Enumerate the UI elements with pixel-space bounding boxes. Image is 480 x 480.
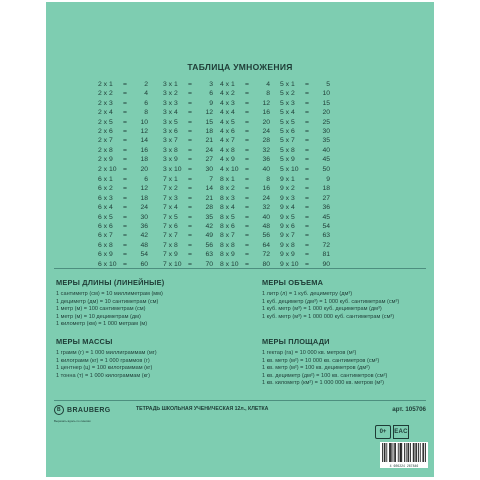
multiplication-row: 3 x 1 = 3 bbox=[163, 81, 213, 88]
age-rating: 0+ bbox=[375, 425, 391, 439]
multiplication-row: 5 x 2 = 10 bbox=[280, 90, 330, 98]
measure-line: 1 грамм (г) = 1 000 миллиграммам (мг) bbox=[56, 350, 157, 356]
measure-line: 1 кв. метр (м²) = 100 кв. дециметров (дм²) bbox=[262, 365, 370, 372]
multiplication-row: 4 x 6 = 24 bbox=[220, 128, 270, 136]
multiplication-row: 7 x 8 = 56 bbox=[163, 241, 213, 249]
divider bbox=[54, 268, 426, 269]
notebook-cover bbox=[46, 2, 434, 477]
measure-line: 1 куб. метр (м³) = 1 000 куб. дециметрам (дм³) bbox=[262, 306, 382, 313]
multiplication-row: 2 x 2 = 4 bbox=[98, 90, 148, 98]
multiplication-row: 4 x 4 = 16 bbox=[220, 109, 270, 117]
measure-line: 1 метр (м) = 10 дециметрам (дм) bbox=[56, 313, 141, 320]
multiplication-row: 3 x 10 = 30 bbox=[163, 165, 213, 173]
multiplication-table bbox=[46, 80, 434, 268]
measure-line: 1 кв. дециметр (дм²) = 100 кв. сантиметров (см²) bbox=[262, 372, 388, 379]
multiplication-row: 4 x 9 = 36 bbox=[220, 156, 270, 164]
multiplication-row: 7 x 5 = 35 bbox=[163, 213, 213, 221]
multiplication-row: 3 x 6 = 18 bbox=[163, 128, 213, 136]
multiplication-row: 6 x 2 = 12 bbox=[98, 185, 148, 193]
brand-mark-icon: B bbox=[54, 405, 64, 415]
multiplication-row: 6 x 6 = 36 bbox=[98, 223, 148, 231]
multiplication-row: 4 x 8 = 32 bbox=[220, 146, 270, 154]
product-name: ТЕТРАДЬ ШКОЛЬНАЯ УЧЕНИЧЕСКАЯ 12л., КЛЕТКА bbox=[136, 406, 269, 412]
multiplication-row: 9 x 6 = 54 bbox=[280, 223, 330, 231]
multiplication-row: 8 x 9 = 72 bbox=[220, 251, 270, 259]
multiplication-row: 7 x 6 = 42 bbox=[163, 223, 213, 231]
multiplication-row: 8 x 5 = 40 bbox=[220, 213, 270, 221]
multiplication-row: 3 x 4 = 12 bbox=[163, 109, 213, 117]
multiplication-row: 7 x 9 = 63 bbox=[163, 251, 213, 259]
multiplication-row: 6 x 1 = 6 bbox=[98, 176, 148, 183]
volume-lines bbox=[262, 291, 430, 321]
multiplication-row: 5 x 9 = 45 bbox=[280, 156, 330, 164]
multiplication-row: 6 x 5 = 30 bbox=[98, 213, 148, 221]
multiplication-column bbox=[280, 80, 360, 174]
footer-row bbox=[54, 405, 426, 415]
section-title: МЕРЫ ДЛИНЫ (ЛИНЕЙНЫЕ) bbox=[56, 278, 165, 287]
section-title: МЕРЫ ОБЪЕМА bbox=[262, 278, 324, 287]
multiplication-row: 8 x 3 = 24 bbox=[220, 194, 270, 202]
fine-print bbox=[54, 419, 354, 423]
brand-logo bbox=[54, 405, 111, 415]
multiplication-row: 7 x 1 = 7 bbox=[163, 176, 213, 183]
multiplication-row: 3 x 2 = 6 bbox=[163, 90, 213, 98]
multiplication-row: 5 x 5 = 25 bbox=[280, 118, 330, 126]
measure-line: 1 метр (м) = 100 сантиметрам (см) bbox=[56, 306, 146, 313]
multiplication-row: 5 x 7 = 35 bbox=[280, 137, 330, 145]
eac-mark: EAC bbox=[393, 425, 409, 439]
multiplication-row: 8 x 6 = 48 bbox=[220, 223, 270, 231]
multiplication-row: 4 x 7 = 28 bbox=[220, 137, 270, 145]
divider bbox=[54, 400, 426, 401]
fine-print-text: Вырезать вдоль по линиям bbox=[54, 419, 91, 423]
measure-line: 1 кв. километр (км²) = 1 000 000 кв. метров (м²) bbox=[262, 380, 384, 387]
measure-line: 1 куб. метр (м³) = 1 000 000 куб. сантиметрам (см³) bbox=[262, 313, 395, 320]
multiplication-row: 2 x 10 = 20 bbox=[98, 165, 148, 173]
area-section bbox=[262, 337, 430, 388]
multiplication-row: 6 x 3 = 18 bbox=[98, 194, 148, 202]
mass-lines bbox=[56, 350, 236, 380]
multiplication-row: 7 x 10 = 70 bbox=[163, 260, 213, 268]
multiplication-row: 7 x 2 = 14 bbox=[163, 185, 213, 193]
multiplication-row: 9 x 3 = 27 bbox=[280, 194, 330, 202]
length-lines bbox=[56, 291, 236, 329]
multiplication-row: 4 x 3 = 12 bbox=[220, 99, 270, 107]
multiplication-row: 4 x 1 = 4 bbox=[220, 81, 270, 88]
multiplication-row: 3 x 5 = 15 bbox=[163, 118, 213, 126]
measure-line: 1 километр (км) = 1 000 метрам (м) bbox=[56, 321, 148, 328]
multiplication-row: 6 x 10 = 60 bbox=[98, 260, 148, 268]
section-title: МЕРЫ ПЛОЩАДИ bbox=[262, 337, 330, 346]
multiplication-row: 2 x 3 = 6 bbox=[98, 99, 148, 107]
mass-section bbox=[56, 337, 236, 380]
multiplication-row: 3 x 3 = 9 bbox=[163, 99, 213, 107]
multiplication-row: 8 x 7 = 56 bbox=[220, 232, 270, 240]
multiplication-row: 9 x 8 = 72 bbox=[280, 241, 330, 249]
multiplication-row: 8 x 10 = 80 bbox=[220, 260, 270, 268]
multiplication-column bbox=[280, 175, 360, 269]
multiplication-row: 6 x 4 = 24 bbox=[98, 204, 148, 212]
multiplication-row: 7 x 3 = 21 bbox=[163, 194, 213, 202]
multiplication-row: 6 x 9 = 54 bbox=[98, 251, 148, 259]
multiplication-row: 8 x 1 = 8 bbox=[220, 176, 270, 183]
barcode bbox=[380, 442, 428, 468]
article-number: арт. 105706 bbox=[392, 406, 426, 413]
multiplication-row: 9 x 2 = 18 bbox=[280, 185, 330, 193]
multiplication-row: 6 x 7 = 42 bbox=[98, 232, 148, 240]
multiplication-row: 4 x 2 = 8 bbox=[220, 90, 270, 98]
multiplication-row: 9 x 4 = 36 bbox=[280, 204, 330, 212]
barcode-number: 4 606224 267846 bbox=[389, 464, 419, 468]
multiplication-row: 2 x 9 = 18 bbox=[98, 156, 148, 164]
multiplication-row: 2 x 7 = 14 bbox=[98, 137, 148, 145]
multiplication-row: 5 x 3 = 15 bbox=[280, 99, 330, 107]
multiplication-row: 5 x 6 = 30 bbox=[280, 128, 330, 136]
page-title: ТАБЛИЦА УМНОЖЕНИЯ bbox=[187, 62, 293, 72]
multiplication-row: 7 x 7 = 49 bbox=[163, 232, 213, 240]
brand-name: BRAUBERG bbox=[67, 406, 111, 414]
multiplication-row: 8 x 4 = 32 bbox=[220, 204, 270, 212]
measure-line: 1 тонна (т) = 1 000 килограммам (кг) bbox=[56, 372, 151, 379]
measure-line: 1 куб. дециметр (дм³) = 1 000 куб. сантиметрам (см³) bbox=[262, 298, 400, 305]
measure-line: 1 литр (л) = 1 куб. дециметру (дм³) bbox=[262, 291, 353, 297]
multiplication-row: 5 x 8 = 40 bbox=[280, 146, 330, 154]
multiplication-row: 2 x 5 = 10 bbox=[98, 118, 148, 126]
measure-line: 1 гектар (га) = 10 000 кв. метров (м²) bbox=[262, 350, 357, 356]
measure-line: 1 сантиметр (см) = 10 миллиметрам (мм) bbox=[56, 291, 163, 297]
multiplication-row: 8 x 2 = 16 bbox=[220, 185, 270, 193]
multiplication-row: 9 x 5 = 45 bbox=[280, 213, 330, 221]
multiplication-row: 2 x 1 = 2 bbox=[98, 81, 148, 88]
multiplication-row: 6 x 8 = 48 bbox=[98, 241, 148, 249]
multiplication-row: 4 x 10 = 40 bbox=[220, 165, 270, 173]
multiplication-row: 4 x 5 = 20 bbox=[220, 118, 270, 126]
multiplication-row: 5 x 10 = 50 bbox=[280, 165, 330, 173]
area-lines bbox=[262, 350, 430, 388]
measure-line: 1 килограмм (кг) = 1 000 граммов (г) bbox=[56, 357, 150, 364]
volume-section bbox=[262, 278, 430, 321]
multiplication-row: 5 x 4 = 20 bbox=[280, 109, 330, 117]
multiplication-row: 3 x 9 = 27 bbox=[163, 156, 213, 164]
length-section bbox=[56, 278, 236, 329]
multiplication-row: 3 x 7 = 21 bbox=[163, 137, 213, 145]
multiplication-row: 3 x 8 = 24 bbox=[163, 146, 213, 154]
multiplication-row: 8 x 8 = 64 bbox=[220, 241, 270, 249]
multiplication-row: 9 x 7 = 63 bbox=[280, 232, 330, 240]
measure-line: 1 кв. метр (м²) = 10 000 кв. сантиметров (см²) bbox=[262, 357, 380, 364]
multiplication-row: 9 x 1 = 9 bbox=[280, 176, 330, 183]
measure-line: 1 центнер (ц) = 100 килограммам (кг) bbox=[56, 365, 153, 372]
multiplication-row: 5 x 1 = 5 bbox=[280, 81, 330, 88]
multiplication-row: 2 x 8 = 16 bbox=[98, 146, 148, 154]
measure-line: 1 дециметр (дм) = 10 сантиметрам (см) bbox=[56, 298, 159, 305]
barcode-bars bbox=[380, 442, 428, 463]
section-title: МЕРЫ МАССЫ bbox=[56, 337, 113, 346]
multiplication-row: 9 x 9 = 81 bbox=[280, 251, 330, 259]
multiplication-row: 9 x 10 = 90 bbox=[280, 260, 330, 268]
multiplication-row: 2 x 4 = 8 bbox=[98, 109, 148, 117]
multiplication-row: 2 x 6 = 12 bbox=[98, 128, 148, 136]
multiplication-row: 7 x 4 = 28 bbox=[163, 204, 213, 212]
